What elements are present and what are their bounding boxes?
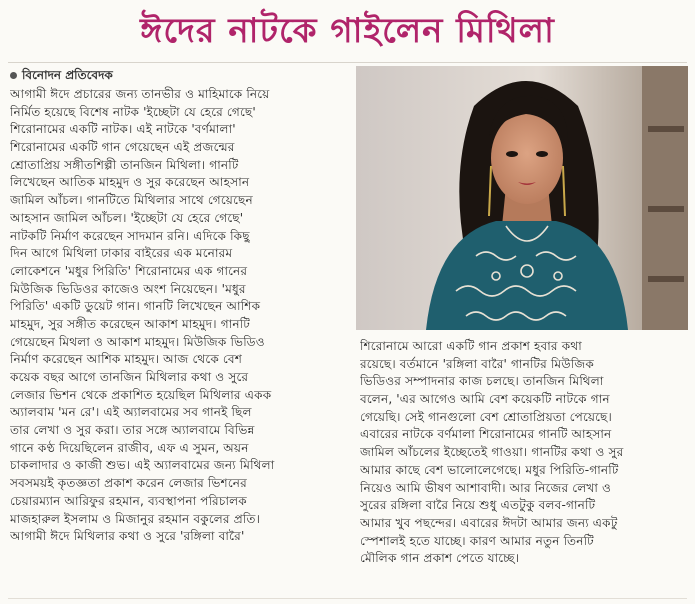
article-line: আগামী ঈদে মিথিলার কথা ও সুরে 'রঙ্গিলা বারৈ'	[10, 529, 245, 544]
article-line: দিন আগে মিথিলা ঢাকার বাইরের এক মনোরম	[10, 246, 233, 261]
byline	[10, 66, 113, 84]
bullet-icon	[10, 72, 17, 79]
article-line: ভিডিওর সম্পাদনার কাজ চলছে। তানজিন মিথিলা	[360, 374, 604, 389]
article-line: মাজহারুল ইসলাম ও মিজানুর রহমান বকুলের প্রতি।	[10, 511, 261, 526]
article-line: সবসময়ই কৃতজ্ঞতা প্রকাশ করেন লেজার ভিশনের	[10, 476, 247, 491]
article-line: জামিল আঁচলের ইচ্ছেতেই গাওয়া। গানটির কথা ও সুর	[360, 445, 624, 460]
article-line: কয়েক বছর আগে তানজিন মিথিলার কথা ও সুরে	[10, 370, 249, 384]
article-line: পিরিতি' একটি ডুয়েট গান। গানটি লিখেছেন আশিক	[10, 299, 261, 314]
article-line: নির্মিত হয়েছে বিশেষ নাটক 'ইচ্ছেটা যে হেরে গেছে'	[10, 104, 256, 119]
article-line: আমার কাছে বেশ ভালোলেগেছে। মধুর পিরিতি-গানটি	[360, 462, 619, 477]
article-line: শ্রোতাপ্রিয় সঙ্গীতশিল্পী তানজিন মিথিলা। গানটি	[10, 157, 239, 172]
bottom-divider	[8, 598, 687, 599]
article-line: জামিল আঁচল। গানটিতে মিথিলার সাথে গেয়েছেন	[10, 193, 253, 208]
headline: ঈদের নাটকে গাইলেন মিথিলা	[140, 11, 555, 51]
article-line: সুরের রঙ্গিলা বারৈ নিয়ে শুধু এতটুকু বলব-গানটি	[360, 498, 596, 513]
article-line: নাটকটি নির্মাণ করেছেন সাদমান রনি। এদিকে কিছু	[10, 228, 250, 243]
article-column-1	[10, 86, 348, 596]
article-line: মিউজিক ভিডিওর কাজেও অংশ নিয়েছেন। 'মধুর	[10, 281, 246, 296]
article-line: আমার খুব পছন্দের। এবারের ঈদটা আমার জন্য একটু	[360, 515, 618, 530]
article-line: বলেন, 'এর আগেও আমি বেশ কয়েকটি নাটকে গান	[360, 392, 610, 407]
article-line: গেয়েছি। সেই গানগুলো বেশ শ্রোতাপ্রিয়তা পেয়েছে।	[360, 409, 612, 424]
byline-text: বিনোদন প্রতিবেদক	[22, 68, 113, 82]
article-line: শিরোনামের একটি নাটক। এই নাটকে 'বর্ণমালা'	[10, 122, 236, 137]
article-line: শিরোনামে আরো একটি গান প্রকাশ হবার কথা	[360, 339, 582, 353]
article-line: নির্মাণ করেছেন আশিক মাহমুদ। আজ থেকে বেশ	[10, 352, 243, 367]
headline-divider	[8, 62, 687, 63]
article-line: চেয়ারম্যান আরিফুর রহমান, ব্যবস্থাপনা পরিচালক	[10, 493, 247, 508]
article-line: আগামী ঈদে প্রচারের জন্য তানভীর ও মাহিমাকে নিয়ে	[10, 87, 270, 101]
article-line: স্পেশালই হতে যাচ্ছে। কারণ আমার নতুন তিনটি	[360, 533, 594, 548]
article-line: আহসান জামিল আঁচল। 'ইচ্ছেটা যে হেরে গেছে'	[10, 210, 244, 225]
article-line: লেজার ভিশন থেকে প্রকাশিত হয়েছিল মিথিলার একক	[10, 387, 272, 402]
article-line: রয়েছে। বর্তমানে 'রঙ্গিলা বারৈ' গানটির মিউজিক	[360, 356, 595, 371]
singer-photo	[356, 66, 688, 330]
article-line: তার লেখা ও সুর করা। তার সঙ্গে অ্যালবামে বিভিন্ন	[10, 423, 255, 438]
article-line: নিয়েও আমি ভীষণ আশাবাদী। আর নিজের লেখা ও	[360, 480, 612, 495]
article-line: অ্যালবাম 'মন রে'। এই অ্যালবামের সব গানই ছিল	[10, 405, 252, 420]
article-line: মাহমুদ, সুর সঙ্গীত করেছেন আকাশ মাহমুদ। গানটি	[10, 316, 250, 331]
article-line: লোকেশনে 'মধুর পিরিতি' শিরোনামের এক গানের	[10, 263, 248, 278]
article-line: লিখেছেন আতিক মাহমুদ ও সুর করেছেন আহসান	[10, 175, 250, 190]
article-line: মৌলিক গান প্রকাশ পেতে যাচ্ছে।	[360, 551, 520, 566]
article-line: গানে কণ্ঠ দিয়েছিলেন রাজীব, এফ এ সুমন, অয়ন	[10, 440, 249, 455]
article-column-2	[360, 338, 688, 598]
article-line: গেয়েছেন মিথলা ও আকাশ মাহমুদ। মিউজিক ভিডিও	[10, 334, 265, 349]
article-line: এবারের নাটকে বর্ণমালা শিরোনামের গানটি আহসান	[360, 427, 612, 442]
article-line: চাকলাদার ও কাজী শুভ। এই অ্যালবামের জন্য মিথিলা	[10, 458, 275, 473]
article-line: শিরোনামের একটি গান গেয়েছেন এই প্রজন্মের	[10, 140, 235, 155]
